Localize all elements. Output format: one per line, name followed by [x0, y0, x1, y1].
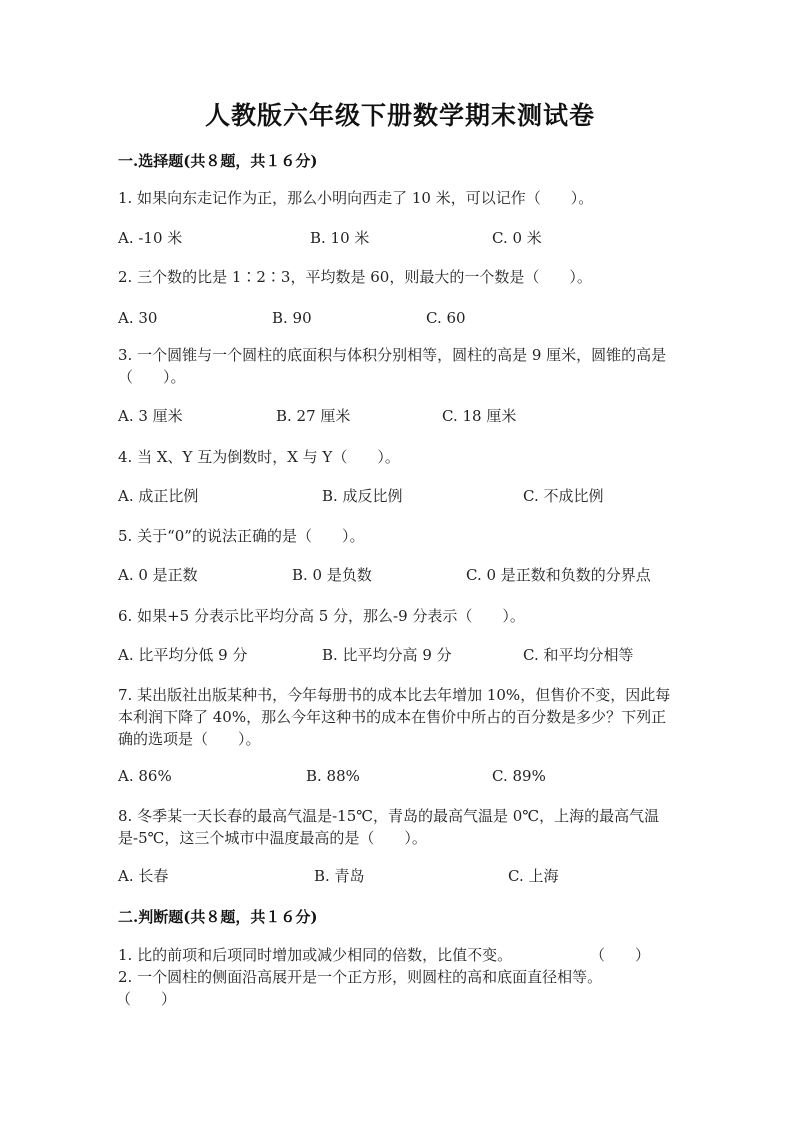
option-6b: B. 比平均分高 9 分: [322, 646, 452, 664]
option-2a: A. 30: [118, 309, 158, 327]
option-3c: C. 18 厘米: [442, 407, 517, 425]
judge-item-2-paren: （ ）: [116, 990, 177, 1008]
option-8c: C. 上海: [508, 867, 559, 885]
option-4a: A. 成正比例: [118, 487, 199, 505]
option-7a: A. 86%: [118, 767, 172, 785]
option-2b: B. 90: [272, 309, 312, 327]
judge-item-2: 2. 一个圆柱的侧面沿高展开是一个正方形，则圆柱的高和底面直径相等。: [118, 968, 603, 986]
question-8: 8. 冬季某一天长春的最高气温是-15℃，青岛的最高气温是 0℃，上海的最高气温是-5℃，这三个城市中温度最高的是（ ）。: [118, 807, 660, 847]
option-3b: B. 27 厘米: [276, 407, 351, 425]
question-7: 7. 某出版社出版某种书，今年每册书的成本比去年增加 10%，但售价不变，因此每本利润下降了 40%，那么今年这种书的成本在售价中所占的百分数是多少？下列正确的选项是（ ）。: [118, 686, 671, 748]
option-3a: A. 3 厘米: [118, 407, 183, 425]
section-heading-choice: 一.选择题(共８题，共１６分): [118, 152, 318, 170]
question-4: 4. 当 X、Y 互为倒数时，X 与 Y（ ）。: [118, 448, 400, 466]
option-6a: A. 比平均分低 9 分: [118, 646, 248, 664]
option-5a: A. 0 是正数: [118, 566, 198, 584]
option-6c: C. 和平均分相等: [523, 646, 634, 664]
option-1b: B. 10 米: [310, 229, 370, 247]
question-5: 5. 关于“0”的说法正确的是（ ）。: [118, 527, 365, 545]
option-2c: C. 60: [426, 309, 466, 327]
option-7c: C. 89%: [492, 767, 546, 785]
question-6: 6. 如果+5 分表示比平均分高 5 分，那么-9 分表示（ ）。: [118, 607, 525, 625]
question-3: 3. 一个圆锥与一个圆柱的底面积与体积分别相等，圆柱的高是 9 厘米，圆锥的高是（ ）。: [118, 346, 667, 386]
option-8b: B. 青岛: [314, 867, 365, 885]
question-1: 1. 如果向东走记作为正，那么小明向西走了 10 米，可以记作（ ）。: [118, 189, 594, 207]
option-4c: C. 不成比例: [523, 487, 604, 505]
option-5c: C. 0 是正数和负数的分界点: [466, 566, 651, 584]
section-heading-judge: 二.判断题(共８题，共１６分): [118, 908, 318, 926]
option-5b: B. 0 是负数: [292, 566, 372, 584]
question-2: 2. 三个数的比是 1∶2∶3，平均数是 60，则最大的一个数是（ ）。: [118, 268, 592, 286]
option-4b: B. 成反比例: [322, 487, 403, 505]
page-title: 人教版六年级下册数学期末测试卷: [204, 101, 595, 130]
option-7b: B. 88%: [306, 767, 360, 785]
option-1a: A. -10 米: [118, 229, 183, 247]
option-1c: C. 0 米: [492, 229, 542, 247]
judge-item-1: 1. 比的前项和后项同时增加或减少相同的倍数，比值不变。: [118, 946, 513, 964]
option-8a: A. 长春: [118, 867, 169, 885]
judge-item-1-paren: （ ）: [590, 946, 651, 964]
